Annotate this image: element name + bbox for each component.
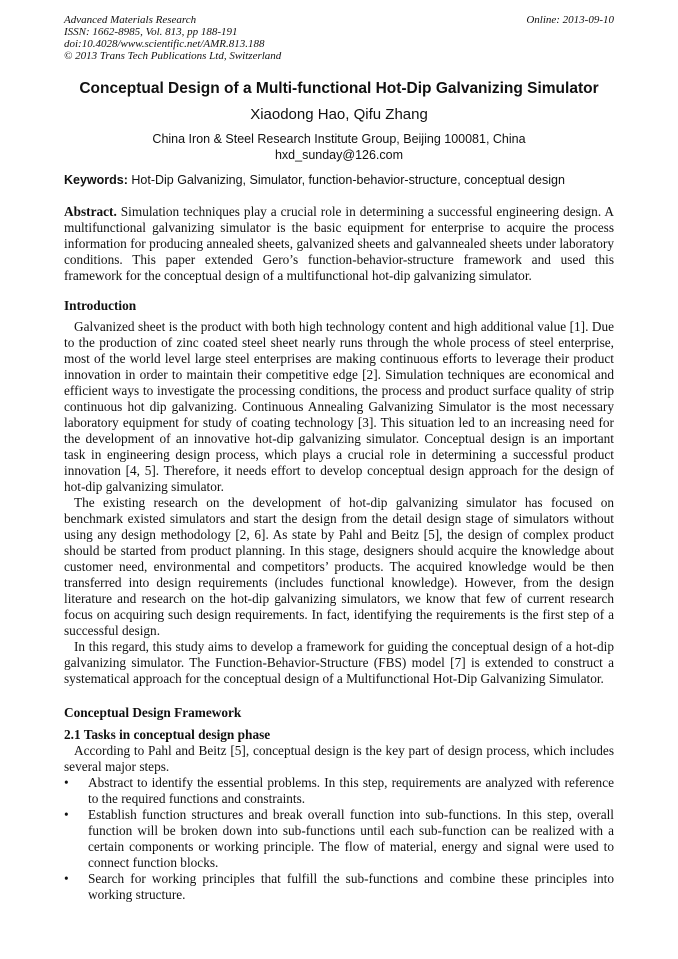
- journal-name: Advanced Materials Research: [64, 14, 197, 26]
- abstract: [64, 204, 614, 284]
- copyright: © 2013 Trans Tech Publications Ltd, Switzerland: [64, 50, 282, 62]
- paragraph: According to Pahl and Beitz [5], conceptual design is the key part of design process, which includes several major steps.: [64, 743, 614, 774]
- abstract-label: Abstract.: [64, 204, 117, 219]
- keywords: [64, 173, 565, 187]
- abstract-text: Simulation techniques play a crucial role in determining a successful engineering design. A multifunctional galvanizing simulator is the basic equipment for enterprise to acquire the process information for producing annealed sheets, galvanized sheets and galvannealed sheets under laboratory conditions. This paper extended Gero’s function-behavior-structure framework and used this framework for the conceptual design of a multifunctional hot-dip galvanizing simulator.: [64, 204, 614, 283]
- email: hxd_sunday@126.com: [274, 148, 404, 162]
- affiliation-block: [0, 131, 678, 163]
- bullet-icon: •: [64, 871, 69, 886]
- framework-subheading: 2.1 Tasks in conceptual design phase: [64, 727, 271, 742]
- list-item: • Abstract to identify the essential problems. In this step, requirements are analyzed with reference to the required functions and constraints.: [64, 775, 614, 806]
- introduction-heading: Introduction: [64, 298, 137, 313]
- keywords-text: Hot-Dip Galvanizing, Simulator, function-behavior-structure, conceptual design: [127, 173, 565, 187]
- doi: doi:10.4028/www.scientific.net/AMR.813.188: [64, 38, 265, 50]
- keywords-label: Keywords:: [64, 173, 128, 187]
- steps-list: [64, 775, 614, 903]
- framework-heading: Conceptual Design Framework: [64, 705, 242, 720]
- paragraph: The existing research on the development of hot-dip galvanizing simulator has focused on benchmark existed simulators and start the design from the detail design stage of simulators without using any design methodology [2, 6]. As state by Pahl and Beitz [5], the design of complex product should be started from product planning. In this stage, designers should acquire the knowledge about customer need, environmental and competitors’ products. The acquired knowledge would be then transferred into design requirements (includes functional knowledge). However, from the design literature and research on the hot-dip galvanizing simulators, we know that few of current research focus on acquiring such design requirements. In fact, identifying the requirements is the first step of a successful design.: [64, 495, 614, 638]
- bullet-icon: •: [64, 775, 69, 790]
- list-item: • Search for working principles that fulfill the sub-functions and combine these principles into working structure.: [64, 871, 614, 902]
- paper-title: Conceptual Design of a Multi-functional Hot-Dip Galvanizing Simulator: [79, 80, 599, 97]
- affiliation: China Iron & Steel Research Institute Group, Beijing 100081, China: [152, 132, 526, 146]
- authors: Xiaodong Hao, Qifu Zhang: [250, 106, 428, 123]
- framework-body: [64, 743, 614, 903]
- journal-header: [64, 14, 281, 62]
- issn: ISSN: 1662-8985, Vol. 813, pp 188-191: [64, 26, 238, 38]
- introduction-body: [64, 319, 614, 687]
- paragraph: In this regard, this study aims to develop a framework for guiding the conceptual design of a hot-dip galvanizing simulator. The Function-Behavior-Structure (FBS) model [7] is extended to construct a systematical approach for the conceptual design of a Multifunctional Hot-Dip Galvanizing Simulator.: [64, 639, 614, 686]
- paragraph: Galvanized sheet is the product with both high technology content and high additional value [1]. Due to the production of zinc coated steel sheet nearly runs through the whole process of steel enterprise, most of the world level large steel enterprises are making continuous efforts to leverage their product innovation in order to maintain their competitive edge [2]. Simulation techniques are economical and efficient ways to investigate the processing conditions, the process and product surface quality of strip continuous hot dip galvanizing. Continuous Annealing Galvanizing Simulator is the most necessary laboratory equipment for study of coating technology [3]. This situation led to an increasing need for the development of an innovative hot-dip galvanizing simulator. Conceptual design is an important task in engineering design process, which plays a crucial role in determining a successful product innovation [4, 5]. Therefore, it needs effort to develop conceptual design approach for the design of hot-dip galvanizing simulator.: [64, 319, 614, 494]
- online-date: Online: 2013-09-10: [526, 14, 614, 26]
- list-item: • Establish function structures and break overall function into sub-functions. In this step, overall function will be broken down into sub-functions until each sub-function can be realized with a certain components or working principle. The flow of material, energy and signal were used to connect function blocks.: [64, 807, 614, 870]
- bullet-icon: •: [64, 807, 69, 822]
